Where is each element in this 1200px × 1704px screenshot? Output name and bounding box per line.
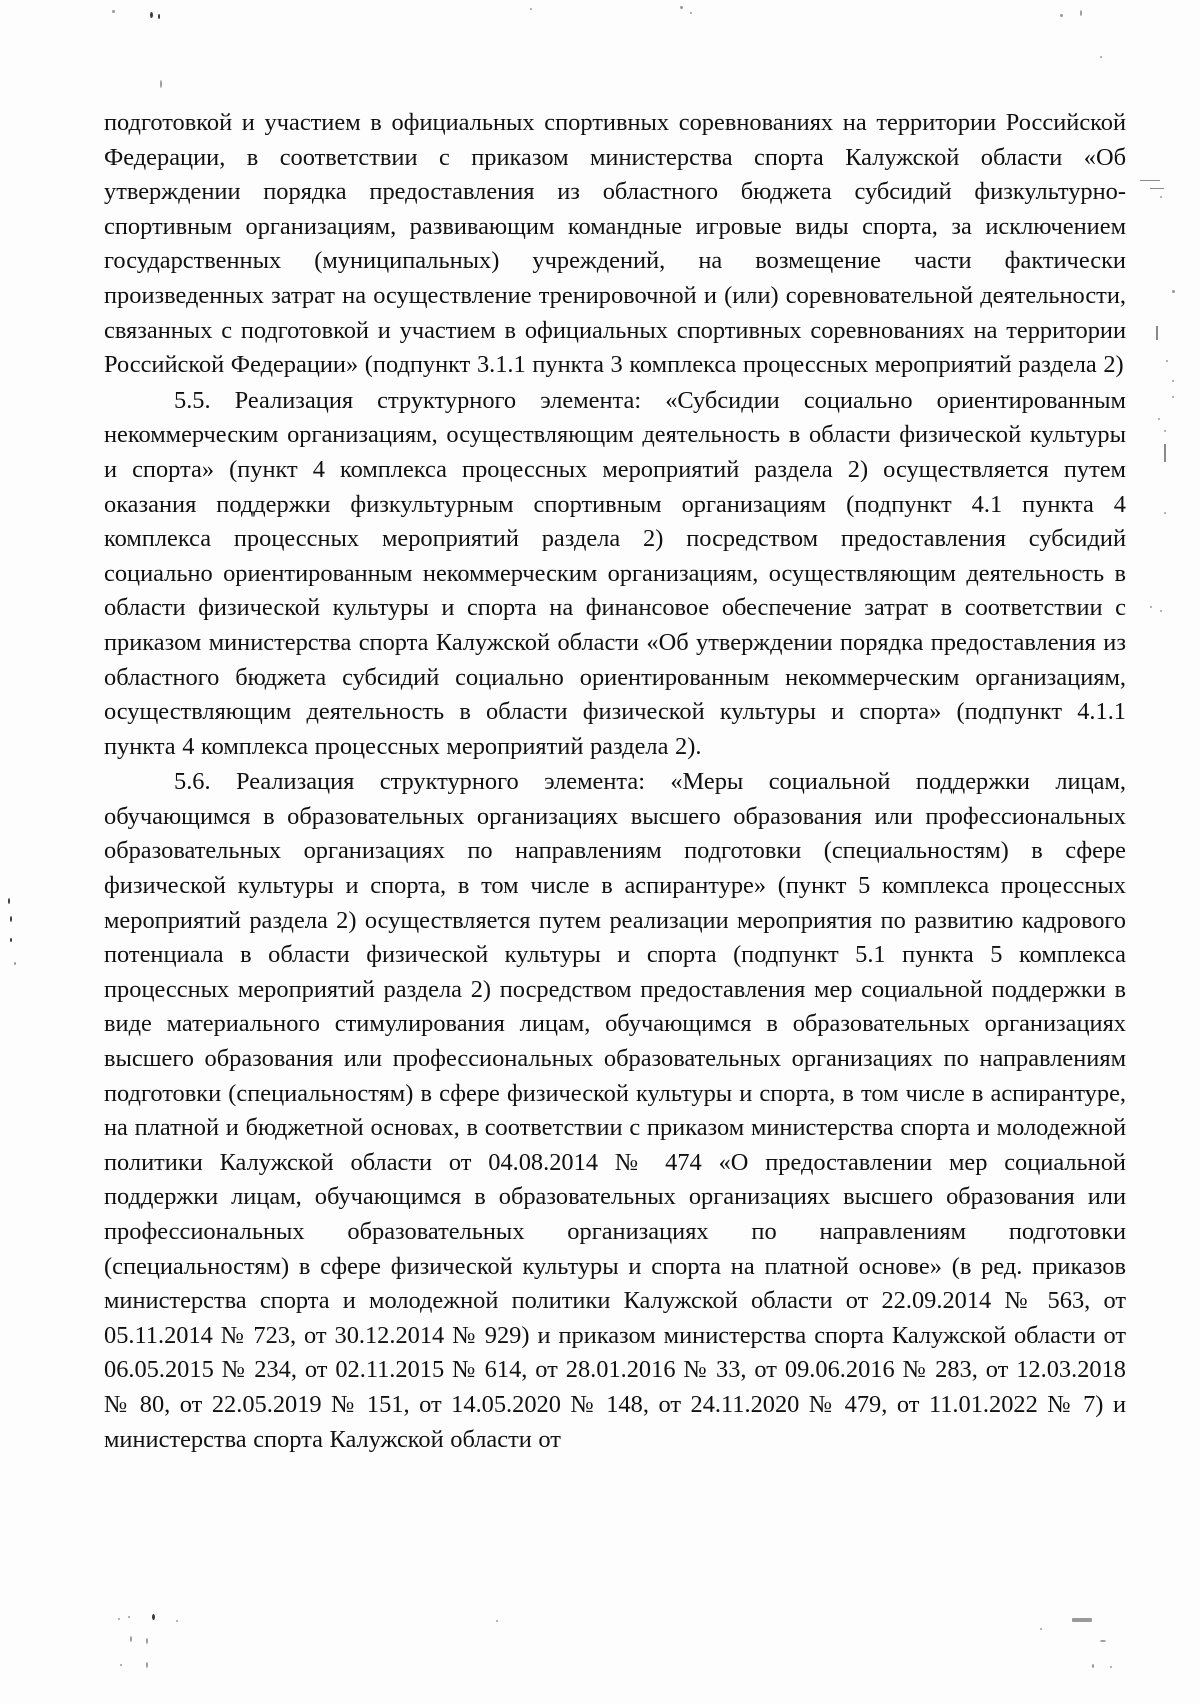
scan-speck: [1164, 430, 1166, 432]
scan-speck: [120, 1664, 122, 1666]
scan-speck: [158, 14, 160, 19]
scan-speck: [112, 10, 115, 13]
scan-speck: [128, 1616, 130, 1618]
scan-mark: [1150, 188, 1164, 189]
paragraph-continuation: подготовкой и участием в официальных спортивных соревнованиях на территории Российской Федерации, в соответствии с приказом министерства спорта Калужской области «Об утверждении порядка предоставления из областного бюджета субсидий физкультурно-спортивным организациям, развивающим командные игровые виды спорта, за исключением государственных (муниципальных) учреждений, на возмещение части фактически произведенных затрат на осуществление тренировочной и (или) соревновательной деятельности, связанных с подготовкой и участием в официальных спортивных соревнованиях на территории Российской Федерации» (подпункт 3.1.1 пункта 3 комплекса процессных мероприятий раздела 2): [104, 109, 1126, 379]
scan-speck: [118, 1618, 120, 1620]
scan-speck: [1172, 396, 1174, 398]
scan-speck: [530, 8, 532, 10]
paragraph-item-5-5: 5.5. Реализация структурного элемента: «Субсидии социально ориентированным некоммерческим организациям, осуществляющим деятельность в области физической культуры и спорта» (пункт 4 комплекса процессных мероприятий раздела 2) осуществляется путем оказания поддержки физкультурным спортивным организациям (подпункт 4.1 пункта 4 комплекса процессных мероприятий раздела 2) посредством предоставления субсидий социально ориентированным некоммерческим организациям, осуществляющим деятельность в области физической культуры и спорта на финансовое обеспечение затрат в соответствии с приказом министерства спорта Калужской области «Об утверждении порядка предоставления из областного бюджета субсидий социально ориентированным некоммерческим организациям, осуществляющим деятельность в области физической культуры и спорта» (подпункт 4.1.1 пункта 4 комплекса процессных мероприятий раздела 2).: [104, 386, 1126, 760]
scan-mark: [1156, 326, 1158, 340]
scan-speck: [130, 1636, 132, 1642]
scan-speck: [1110, 1666, 1112, 1668]
scan-speck: [146, 1638, 148, 1644]
scan-speck: [1164, 512, 1166, 514]
scan-speck: [152, 1614, 155, 1620]
scan-speck: [496, 1620, 498, 1622]
scan-speck: [150, 12, 153, 18]
scan-speck: [10, 938, 12, 942]
scan-speck: [8, 898, 10, 904]
scan-speck: [1092, 1664, 1094, 1668]
scan-speck: [1150, 606, 1152, 608]
paragraph-item-5-6: 5.6. Реализация структурного элемента: «Меры социальной поддержки лицам, обучающимся в образовательных организациях высшего образования или профессиональных образовательных организациях по направлениям подготовки (специальностям) в сфере физической культуры и спорта, в том числе в аспирантуре» (пункт 5 комплекса процессных мероприятий раздела 2) осуществляется путем реализации мероприятия по развитию кадрового потенциала в области физической культуры и спорта (подпункт 5.1 пункта 5 комплекса процессных мероприятий раздела 2) посредством предоставления мер социальной поддержки в виде материального стимулирования лицам, обучающимся в образовательных организациях высшего образования или профессиональных образовательных организациях по направлениям подготовки (специальностям) в сфере физической культуры и спорта, в том числе в аспирантуре, на платной и бюджетной основах, в соответствии с приказом министерства спорта и молодежной политики Калужской области от 04.08.2014 № 474 «О предоставлении мер социальной поддержки лицам, обучающимся в образовательных организациях высшего образования или профессиональных образовательных организациях по направлениям подготовки (специальностям) в сфере физической культуры и спорта на платной основе» (в ред. приказов министерства спорта и молодежной политики Калужской области от 22.09.2014 № 563, от 05.11.2014 № 723, от 30.12.2014 № 929) и приказом министерства спорта Калужской области от 06.05.2015 № 234, от 02.11.2015 № 614, от 28.01.2016 № 33, от 09.06.2016 № 283, от 12.03.2018 № 80, от 22.05.2019 № 151, от 14.05.2020 № 148, от 24.11.2020 № 479, от 11.01.2022 № 7) и министерства спорта Калужской области от: [104, 768, 1126, 1453]
scan-mark: [1164, 444, 1166, 462]
scan-speck: [1100, 1640, 1106, 1642]
scan-speck: [1160, 196, 1162, 198]
scan-speck: [1172, 290, 1175, 293]
scan-speck: [680, 6, 683, 9]
scan-speck: [10, 916, 12, 922]
scan-speck: [146, 1662, 148, 1668]
scan-speck: [690, 12, 692, 14]
scan-speck: [1060, 14, 1063, 17]
scan-speck: [1072, 1618, 1092, 1622]
scan-speck: [176, 1620, 178, 1622]
scan-speck: [1172, 380, 1174, 382]
scan-mark: [1140, 180, 1160, 181]
scan-speck: [1166, 360, 1168, 362]
scan-speck: [14, 962, 16, 965]
scan-speck: [1160, 610, 1162, 612]
document-body: [104, 106, 1126, 1457]
scan-speck: [1040, 1628, 1042, 1630]
scan-speck: [1158, 418, 1160, 420]
scan-speck: [1080, 10, 1082, 16]
scan-speck: [160, 80, 162, 88]
scan-speck: [1100, 56, 1102, 58]
